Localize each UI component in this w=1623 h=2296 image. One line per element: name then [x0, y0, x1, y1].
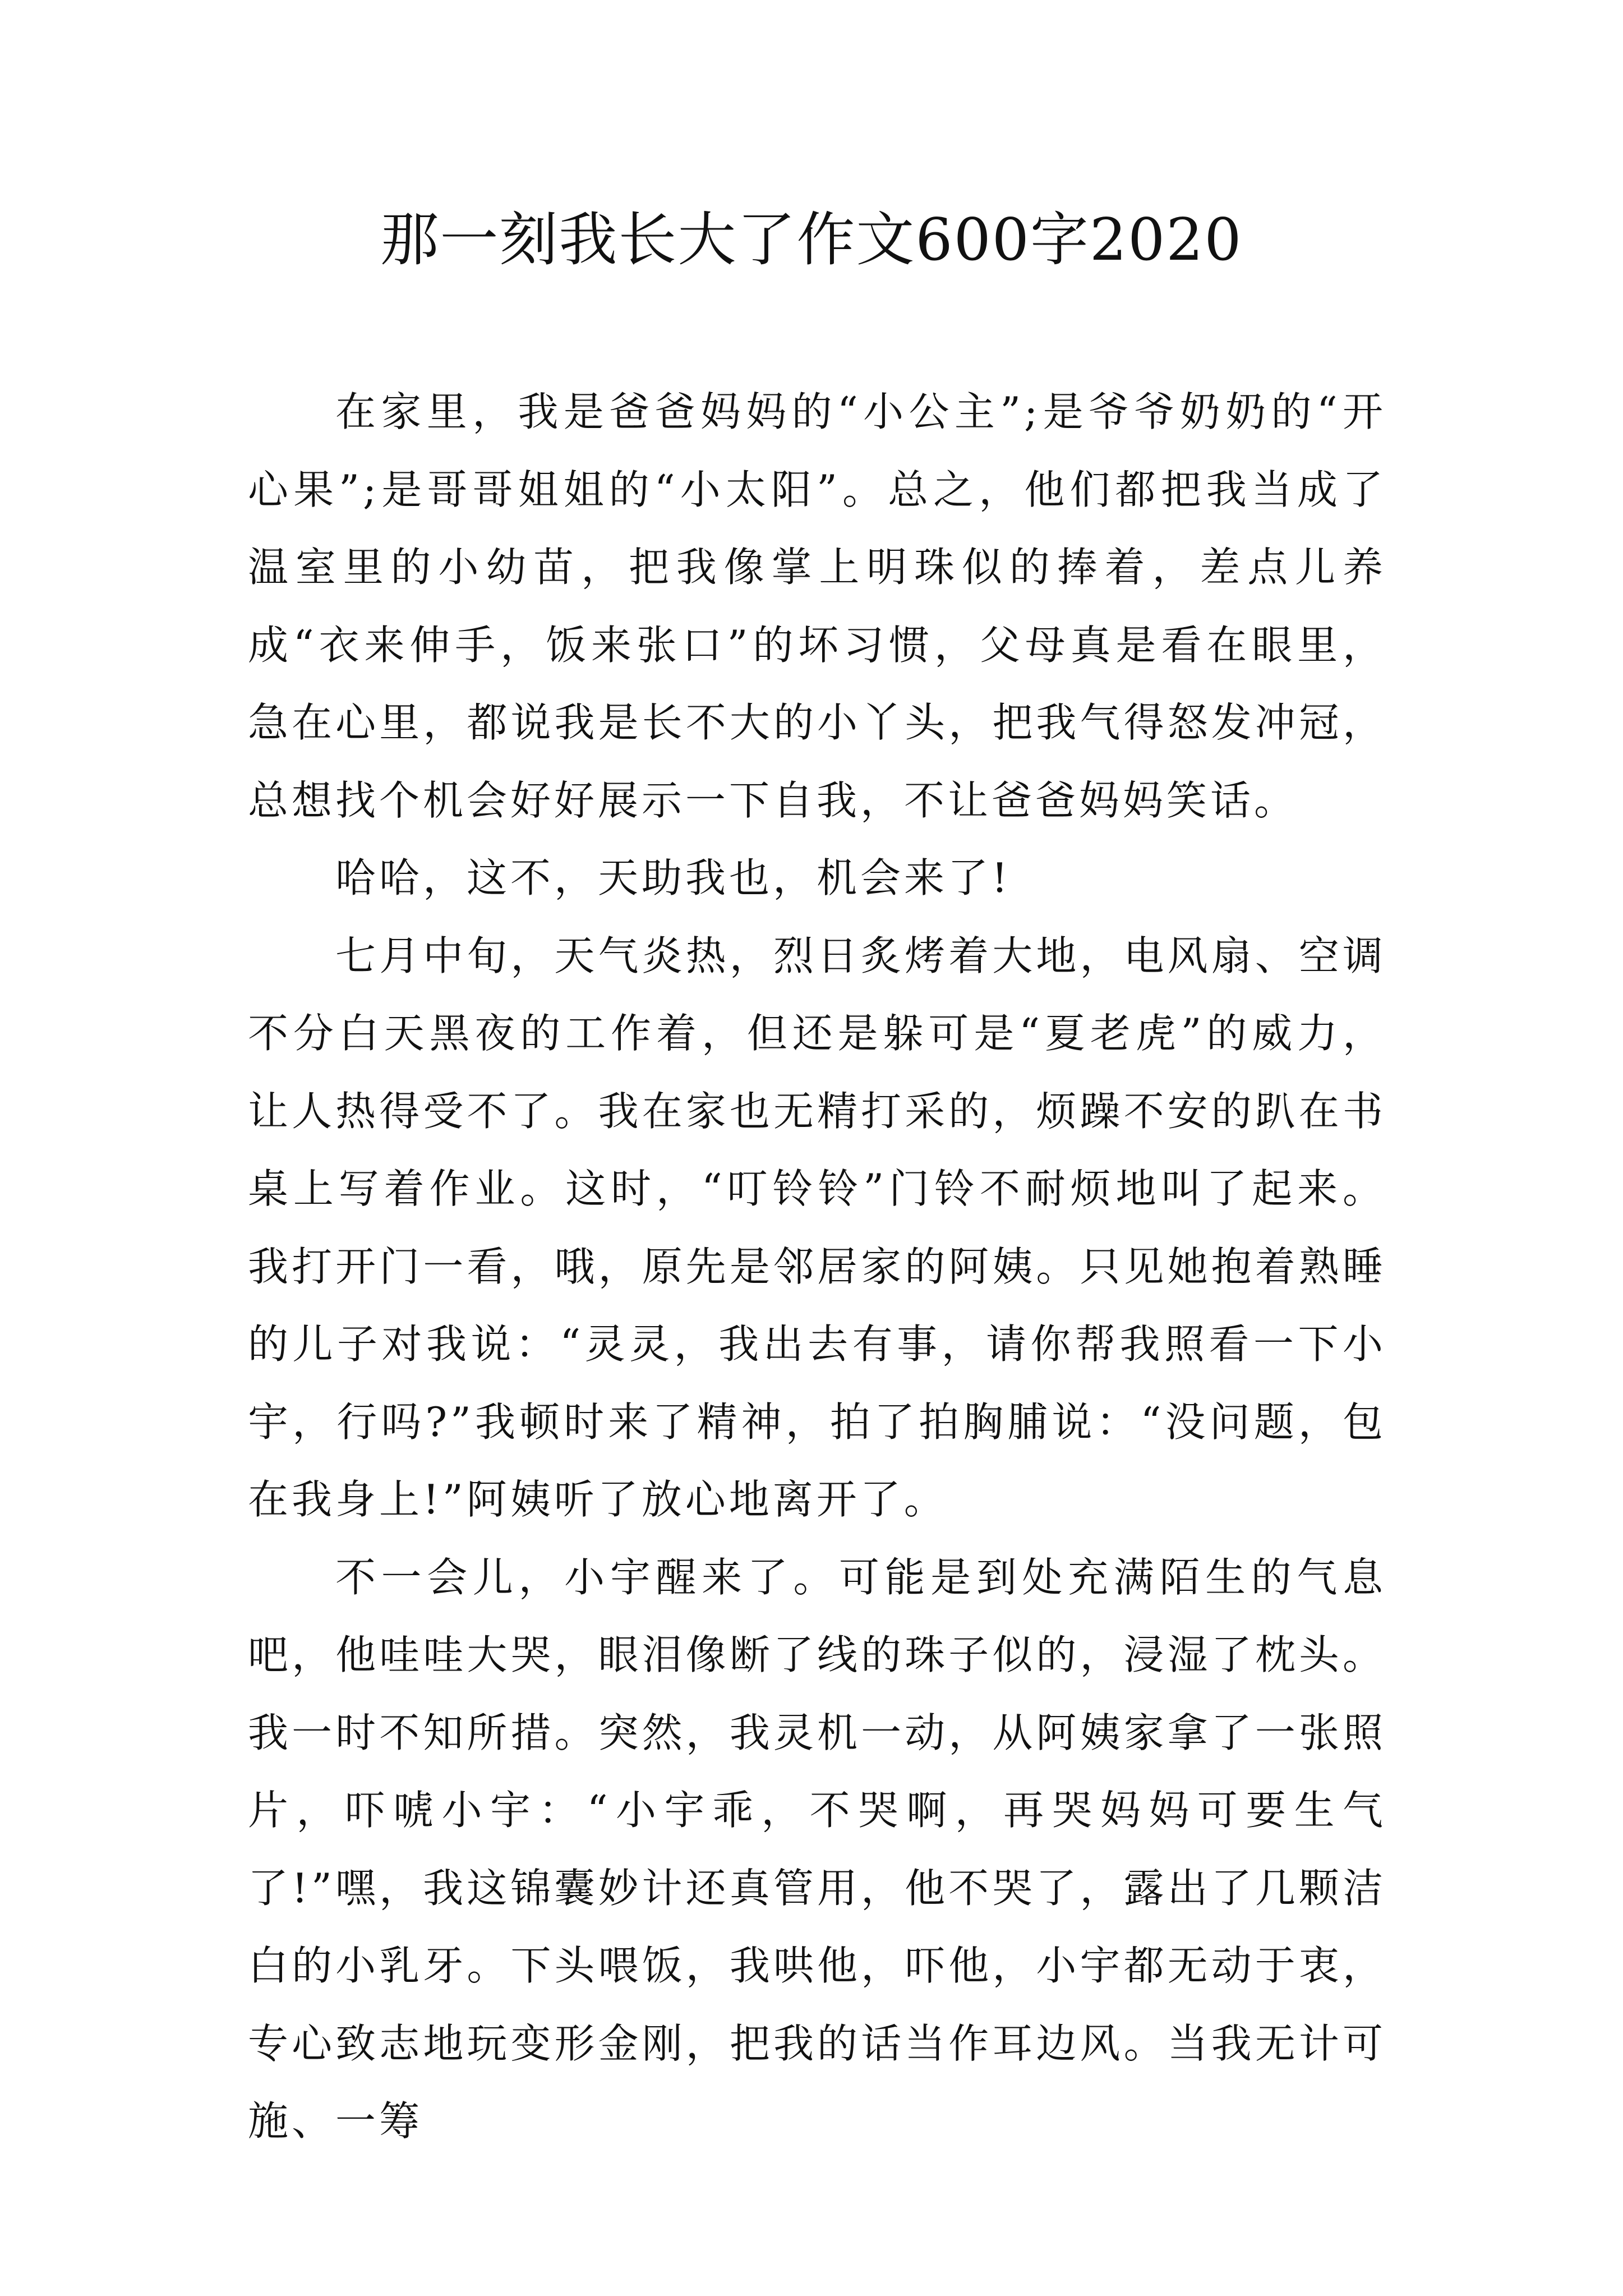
paragraph-1: 在家里，我是爸爸妈妈的“小公主”;是爷爷奶奶的“开心果”;是哥哥姐姐的“小太阳”。总之，他们都把我当成了温室里的小幼苗，把我像掌上明珠似的捧着，差点儿养成“衣来伸手，饭来张口”的坏习惯，父母真是看在眼里，急在心里，都说我是长不大的小丫头，把我气得怒发冲冠，总想找个机会好好展示一下自我，不让爸爸妈妈笑话。: [248, 388, 1386, 824]
document-title: 那一刻我长大了作文600字2020: [380, 205, 1243, 274]
paragraph-2: 哈哈，这不，天助我也，机会来了!: [335, 854, 1011, 901]
paragraph-3: 七月中旬，天气炎热，烈日炙烤着大地，电风扇、空调不分白天黑夜的工作着，但还是躲可是“夏老虎”的威力，让人热得受不了。我在家也无精打采的，烦躁不安的趴在书桌上写着作业。这时，“叮铃铃”门铃不耐烦地叫了起来。我打开门一看，哦，原先是邻居家的阿姨。只见她抱着熟睡的儿子对我说：“灵灵，我出去有事，请你帮我照看一下小宇，行吗?”我顿时来了精神，拍了拍胸脯说：“没问题，包在我身上!”阿姨听了放心地离开了。: [248, 932, 1386, 1523]
document-body: [248, 373, 1386, 2160]
paragraph-4: 不一会儿，小宇醒来了。可能是到处充满陌生的气息吧，他哇哇大哭，眼泪像断了线的珠子似的，浸湿了枕头。我一时不知所措。突然，我灵机一动，从阿姨家拿了一张照片，吓唬小宇：“小宇乖，不哭啊，再哭妈妈可要生气了!”嘿，我这锦囊妙计还真管用，他不哭了，露出了几颗洁白的小乳牙。下头喂饭，我哄他，吓他，小宇都无动于衷，专心致志地玩变形金刚，把我的话当作耳边风。当我无计可施、一筹: [248, 1553, 1386, 2145]
